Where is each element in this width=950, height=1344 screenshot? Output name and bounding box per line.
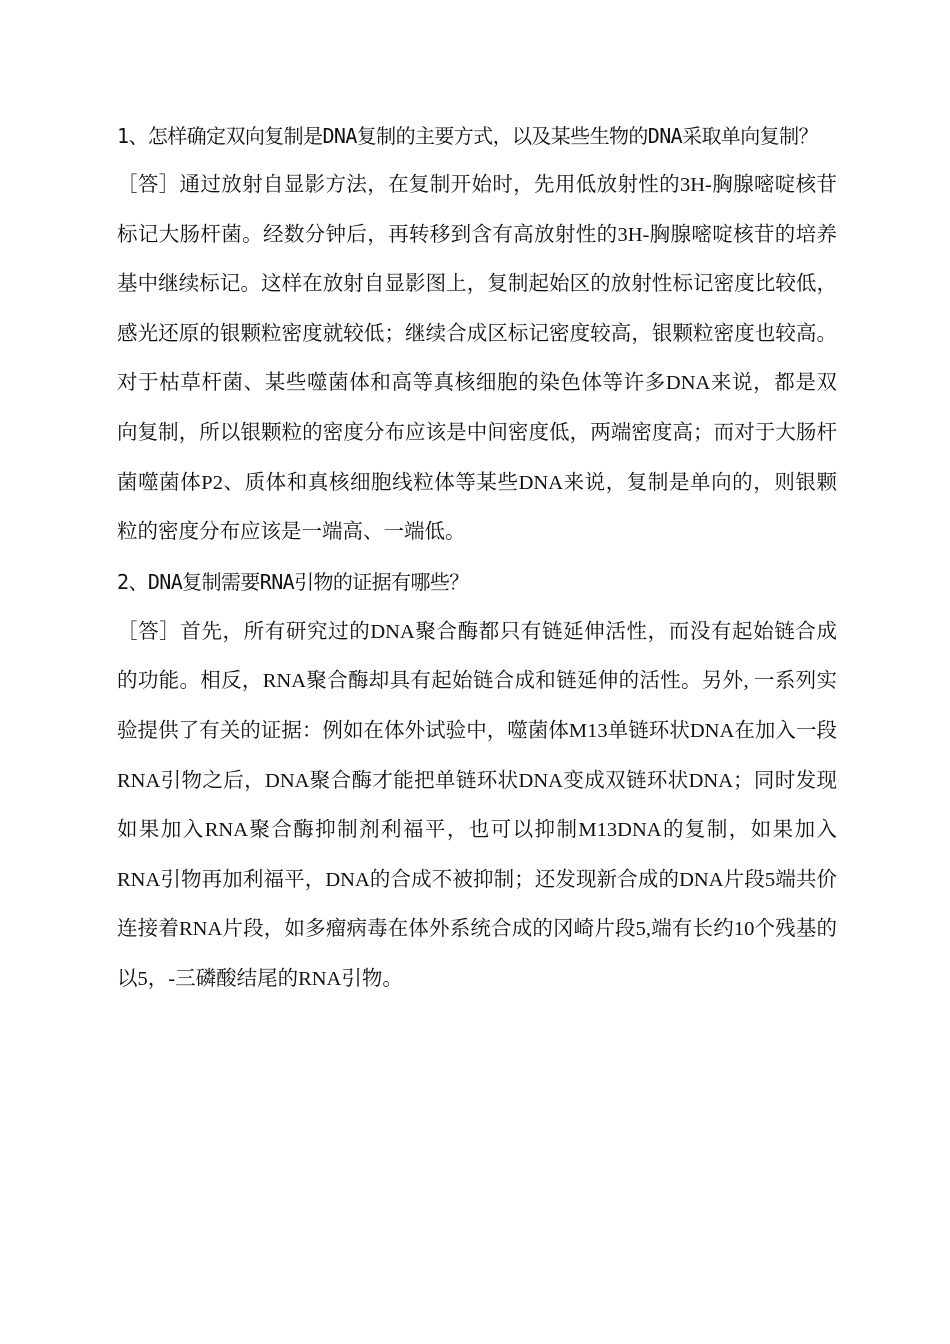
question-1: 1、怎样确定双向复制是DNA复制的主要方式，以及某些生物的DNA采取单向复制？ bbox=[117, 124, 818, 148]
answer-1: ［答］通过放射自显影方法，在复制开始时，先用低放射性的3H-胸腺嘧啶核苷标记大肠杆菌。经数分钟后，再转移到含有高放射性的3H-胸腺嘧啶核苷的培养基中继续标记。这样在放射自显影图上，复制起始区的放射性标记密度比较低，感光还原的银颗粒密度就较低；继续合成区标记密度较高，银颗粒密度也较高。对于枯草杆菌、某些噬菌体和高等真核细胞的染色体等许多DNA来说，都是双向复制，所以银颗粒的密度分布应该是中间密度低，两端密度高；而对于大肠杆菌噬菌体P2、质体和真核细胞线粒体等某些DNA来说，复制是单向的，则银颗粒的密度分布应该是一端高、一端低。 bbox=[117, 174, 837, 544]
answer-2: ［答］首先，所有研究过的DNA聚合酶都只有链延伸活性，而没有起始链合成的功能。相反，RNA聚合酶却具有起始链合成和链延伸的活性。另外, 一系列实验提供了有关的证据：例如在体外试验中，噬菌体M13单链环状DNA在加入一段RNA引物之后，DNA聚合酶才能把单链环状DNA变成双链环状DNA；同时发现如果加入RNA聚合酶抑制剂利福平，也可以抑制M13DNA的复制，如果加入RNA引物再加利福平，DNA的合成不被抑制；还发现新合成的DNA片段5端共价连接着RNA片段，如多瘤病毒在体外系统合成的冈崎片段5,端有长约10个残基的以5，-三磷酸结尾的RNA引物。 bbox=[117, 620, 837, 990]
question-2: 2、DNA复制需要RNA引物的证据有哪些？ bbox=[117, 569, 469, 594]
document-body bbox=[117, 116, 837, 1005]
